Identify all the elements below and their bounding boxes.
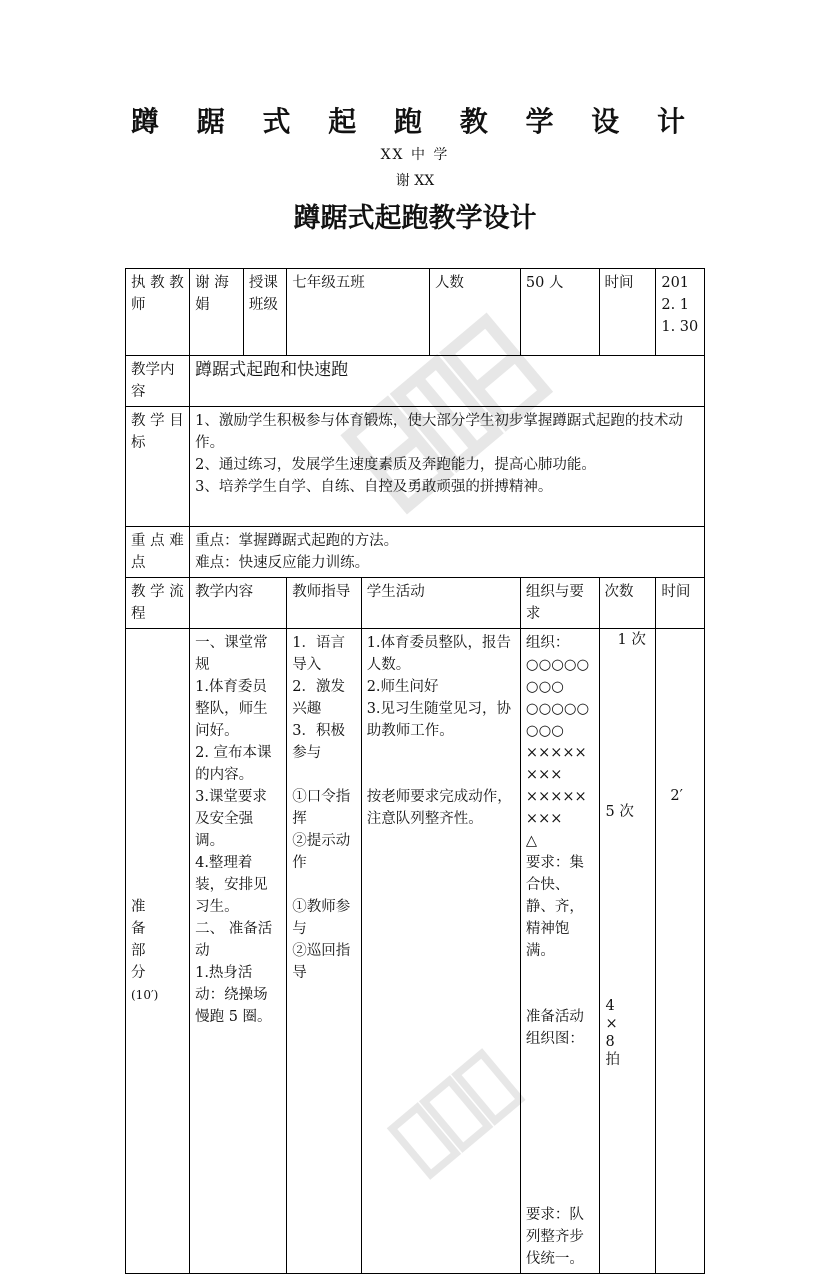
goals-list (190, 407, 705, 527)
key-points-values (190, 527, 705, 578)
document-subtitle: 蹲踞式起跑教学设计 (293, 203, 537, 234)
teacher-name-cell: 谢 海 娟 (190, 269, 244, 356)
prep-student-activity: 1.体育委员整队，报告人数。 2.师生问好 3.见习生随堂见习，协助教师工作。 按老师要求完成动作，注意队列整齐性。 (361, 629, 520, 1274)
prep-count-3: 4 × 8 拍 (605, 998, 620, 1068)
content-header: 教学内容 (190, 578, 287, 629)
goals-row (126, 407, 705, 527)
prep-time-cell (656, 629, 705, 1274)
goal-item: 1、激励学生积极参与体育锻炼，使大部分学生初步掌握蹲踞式起跑的技术动作。 (195, 413, 683, 451)
time-value: 2012. 11. 30 (656, 269, 705, 356)
time-header: 时间 (656, 578, 705, 629)
prep-count-1: 1 次 (617, 632, 646, 648)
document-title: 蹲 踞 式 起 跑 教 学 设 计 (131, 105, 699, 138)
prep-section-title: 准 备 部 分 (131, 899, 146, 981)
info-row (126, 269, 705, 356)
prep-section-label (126, 629, 190, 1274)
time-label: 时间 (599, 269, 656, 356)
content-value: 蹲踞式起跑和快速跑 (190, 356, 705, 407)
goal-item: 3、培养学生自学、自练、自控及勇敢顽强的拼搏精神。 (195, 479, 553, 495)
key-point: 重点：掌握蹲踞式起跑的方法。 (195, 533, 399, 549)
goals-label: 教 学 目标 (126, 407, 190, 527)
goal-item: 2、通过练习，发展学生速度素质及奔跑能力，提高心肺功能。 (195, 457, 596, 473)
flow-header: 教 学 流程 (126, 578, 190, 629)
prep-content: 一、课堂常规 1.体育委员整队，师生问好。 2. 宣布本课的内容。 3.课堂要求及安全强调。 4.整理着装，安排见习生。 二、 准备活动 1.热身活动：绕操场慢跑 5 圈。 (190, 629, 287, 1274)
key-points-label: 重 点 难点 (126, 527, 190, 578)
prep-time: 2′ (670, 788, 683, 804)
count-header: 次数 (599, 578, 656, 629)
lesson-plan-table (125, 268, 705, 1274)
organization-header: 组织与要求 (520, 578, 599, 629)
content-label: 教学内容 (126, 356, 190, 407)
prep-section-row (126, 629, 705, 1274)
count-label: 人数 (429, 269, 520, 356)
flow-header-row (126, 578, 705, 629)
content-row (126, 356, 705, 407)
school-name: XX 中 学 (380, 147, 450, 163)
prep-teacher-guide: 1．语言导入 2．激发兴趣 3．积极参与 ①口令指挥 ②提示动作 ①教师参与 ②巡回指导 (287, 629, 361, 1274)
difficult-point: 难点：快速反应能力训练。 (195, 555, 370, 571)
prep-organization: 组织： ○○○○○○○○ ○○○○○○○○ ×××××××× ×××××××× △ 要求：集合快、静、齐，精神饱满。 准备活动组织图： 要求：队列整齐步伐统一。 (520, 629, 599, 1274)
teacher-label: 执 教 教师 (126, 269, 190, 356)
prep-section-duration: (10′) (131, 988, 159, 1002)
teacher-guide-header: 教师指导 (287, 578, 361, 629)
teacher-name: 谢 XX (395, 173, 435, 189)
prep-count-cell (599, 629, 656, 1274)
prep-count-2: 5 次 (605, 804, 634, 820)
student-activity-header: 学生活动 (361, 578, 520, 629)
count-value: 50 人 (520, 269, 599, 356)
key-points-row (126, 527, 705, 578)
class-value: 七年级五班 (287, 269, 430, 356)
class-label: 授课班级 (243, 269, 286, 356)
